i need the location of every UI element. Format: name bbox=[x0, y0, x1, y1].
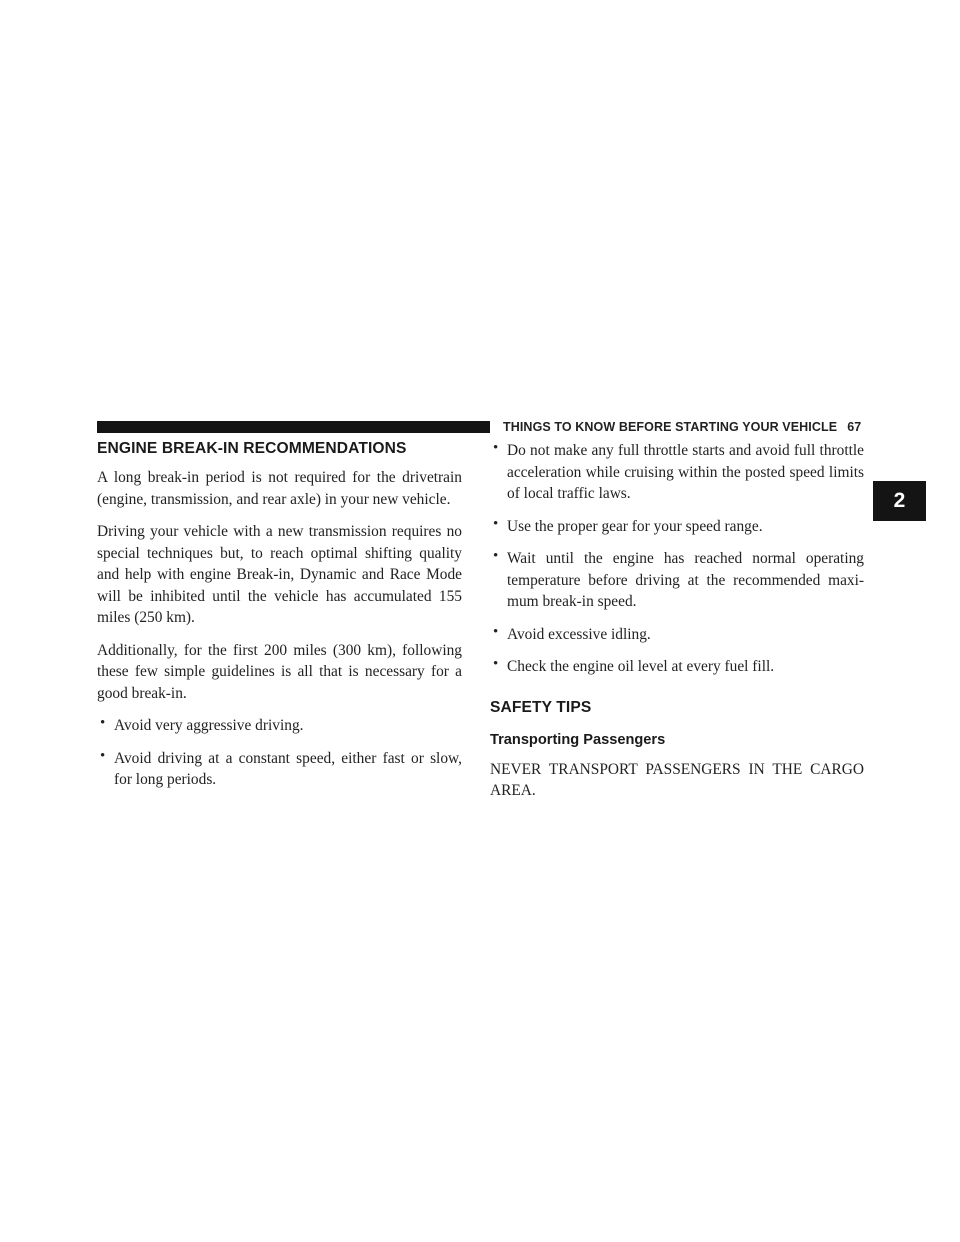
bullet-icon: • bbox=[100, 747, 106, 764]
right-column bbox=[490, 440, 864, 802]
list-item bbox=[490, 440, 864, 505]
paragraph-drivetrain: A long break-in period is not required for the drivetrain (engine, transmission, and rear axle) in your new vehicle. bbox=[97, 469, 462, 508]
list-item-text: Check the engine oil level at every fuel fill. bbox=[507, 658, 775, 675]
transporting-passengers-heading: Transporting Passengers bbox=[490, 731, 666, 748]
list-item-text: Avoid very aggressive driving. bbox=[114, 717, 304, 734]
list-item bbox=[490, 516, 864, 538]
bullet-icon: • bbox=[493, 440, 499, 456]
section-title: THINGS TO KNOW BEFORE STARTING YOUR VEHICLE bbox=[503, 420, 838, 434]
bullet-icon: • bbox=[493, 656, 499, 672]
paragraph-guidelines: Additionally, for the first 200 miles (300 km), following these few simple guidelines is all that is necessary for a good break-in. bbox=[97, 641, 462, 702]
bullet-icon: • bbox=[493, 548, 499, 564]
list-item bbox=[490, 656, 864, 678]
list-item-text: Avoid excessive idling. bbox=[507, 625, 651, 643]
list-item bbox=[490, 624, 864, 646]
list-item bbox=[490, 548, 864, 613]
bullet-icon: • bbox=[493, 623, 499, 640]
list-item-text: Wait until the engine has reached normal operating temperature before driving at the recommended maxi-mum break-in speed. bbox=[507, 550, 864, 610]
list-item-text: Use the proper gear for your speed range. bbox=[507, 517, 763, 535]
left-column bbox=[97, 440, 462, 791]
engine-break-in-heading: ENGINE BREAK-IN RECOMMENDATIONS bbox=[97, 440, 407, 457]
list-item-text: Avoid driving at a constant speed, either fast or slow, for long periods. bbox=[114, 749, 462, 788]
chapter-tab: 2 bbox=[873, 481, 926, 521]
paragraph-cargo-warning: NEVER TRANSPORT PASSENGERS IN THE CARGO AREA. bbox=[490, 760, 864, 799]
list-item bbox=[97, 748, 462, 791]
bullet-icon: • bbox=[100, 715, 106, 731]
list-item-text: Do not make any full throttle starts and avoid full throttle acceleration while cruising within the posted speed limits of local traffic laws. bbox=[507, 442, 864, 502]
running-header bbox=[503, 420, 861, 434]
header-rule bbox=[97, 421, 490, 433]
paragraph-transmission: Driving your vehicle with a new transmission requires no special techniques but, to reach optimal shifting quality and help with engine Break-in, Dynamic and Race Mode will be inhibited until the vehicle has accumulated 155 miles (250 km). bbox=[97, 523, 462, 626]
bullet-icon: • bbox=[493, 515, 499, 532]
list-item bbox=[97, 715, 462, 737]
page-number: 67 bbox=[847, 420, 862, 434]
safety-tips-heading: SAFETY TIPS bbox=[490, 698, 592, 716]
